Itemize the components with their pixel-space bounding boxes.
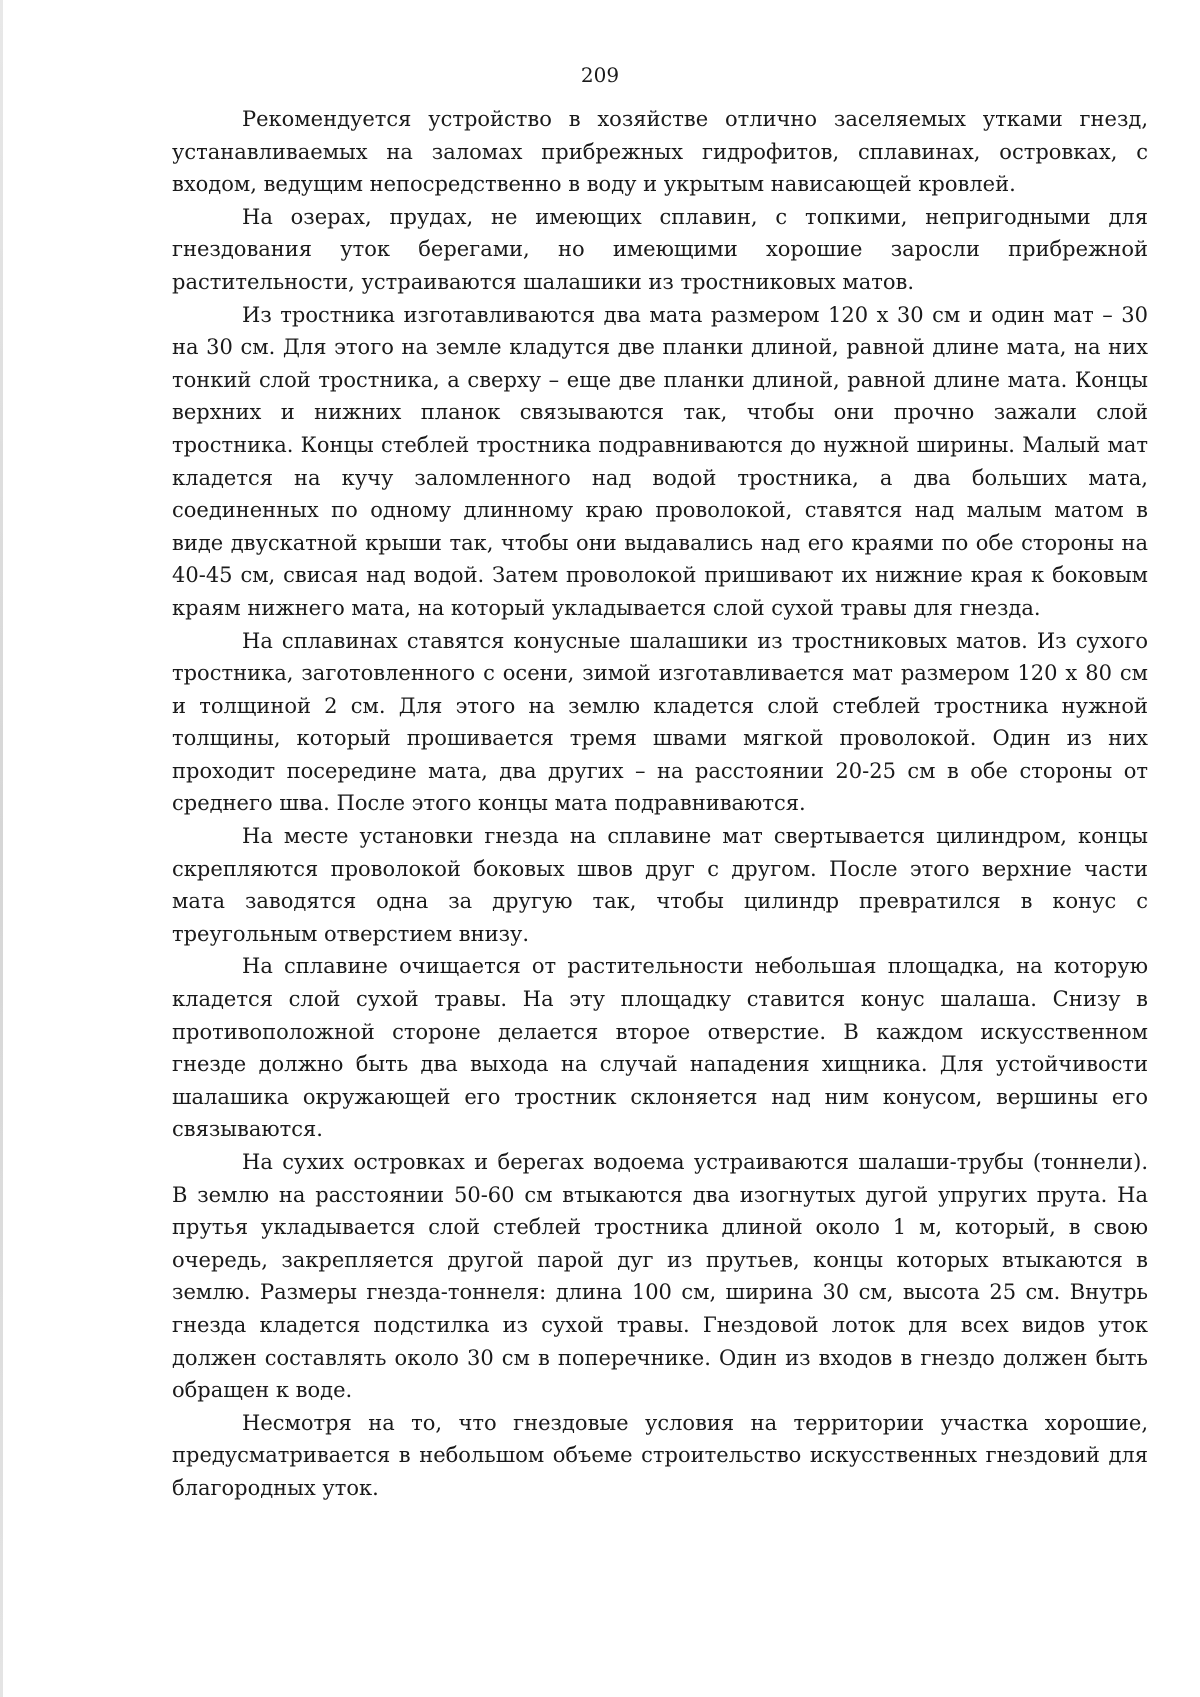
page-number: 209: [580, 63, 620, 87]
paragraph-5: На месте установки гнезда на сплавине мат свертывается цилиндром, концы скрепляются проволокой боковых швов друг с другом. После этого верхние части мата заводятся одна за другую так, чтобы цилиндр превратился в конус с треугольным отверстием внизу.: [172, 824, 1148, 946]
paragraph-6: На сплавине очищается от растительности небольшая площадка, на которую кладется слой сухой травы. На эту площадку ставится конус шалаша. Снизу в противоположной стороне делается второе отверстие. В каждом искусственном гнезде должно быть два выхода на случай нападения хищника. Для устойчивости шалашика окружающей его тростник склоняется над ним конусом, вершины его связываются.: [172, 954, 1148, 1142]
paragraph-8: Несмотря на то, что гнездовые условия на территории участка хорошие, предусматривается в небольшом объеме строительство искусственных гнездовий для благородных уток.: [172, 1410, 1148, 1500]
paragraph-2: На озерах, прудах, не имеющих сплавин, с топкими, непригодными для гнездования уток берегами, но имеющими хорошие заросли прибрежной растительности, устраиваются шалашики из тростниковых матов.: [172, 204, 1148, 294]
paragraph-7: На сухих островках и берегах водоема устраиваются шалаши-трубы (тоннели). В землю на расстоянии 50-60 см втыкаются два изогнутых дугой упругих прута. На прутья укладывается слой стеблей тростника длиной около 1 м, который, в свою очередь, закрепляется другой парой дуг из прутьев, концы которых втыкаются в землю. Размеры гнезда-тоннеля: длина 100 см, ширина 30 см, высота 25 см. Внутрь гнезда кладется подстилка из сухой травы. Гнездовой лоток для всех видов уток должен составлять около 30 см в поперечнике. Один из входов в гнездо должен быть обращен к воде.: [172, 1150, 1148, 1403]
scan-edge: [0, 0, 3, 1697]
paragraph-4: На сплавинах ставятся конусные шалашики из тростниковых матов. Из сухого тростника, заготовленного с осени, зимой изготавливается мат размером 120 х 80 см и толщиной 2 см. Для этого на землю кладется слой стеблей тростника нужной толщины, который прошивается тремя швами мягкой проволокой. Один из них проходит посередине мата, два других – на расстоянии 20-25 см в обе стороны от среднего шва. После этого концы мата подравниваются.: [172, 628, 1148, 816]
body-text: [172, 103, 1148, 1505]
paragraph-3: Из тростника изготавливаются два мата размером 120 х 30 см и один мат – 30 на 30 см. Для этого на земле кладутся две планки длиной, равной длине мата, на них тонкий слой тростника, а сверху – еще две планки длиной, равной длине мата. Концы верхних и нижних планок связываются так, чтобы они прочно зажали слой тростника. Концы стеблей тростника подравниваются до нужной ширины. Малый мат кладется на кучу заломленного над водой тростника, а два больших мата, соединенных по одному длинному краю проволокой, ставятся над малым матом в виде двускатной крыши так, чтобы они выдавались над его краями по обе стороны на 40-45 см, свисая над водой. Затем проволокой пришивают их нижние края к боковым краям нижнего мата, на который укладывается слой сухой травы для гнезда.: [172, 302, 1148, 620]
paragraph-1: Рекомендуется устройство в хозяйстве отлично заселяемых утками гнезд, устанавливаемых на заломах прибрежных гидрофитов, сплавинах, островках, с входом, ведущим непосредственно в воду и укрытым нависающей кровлей.: [172, 107, 1148, 197]
